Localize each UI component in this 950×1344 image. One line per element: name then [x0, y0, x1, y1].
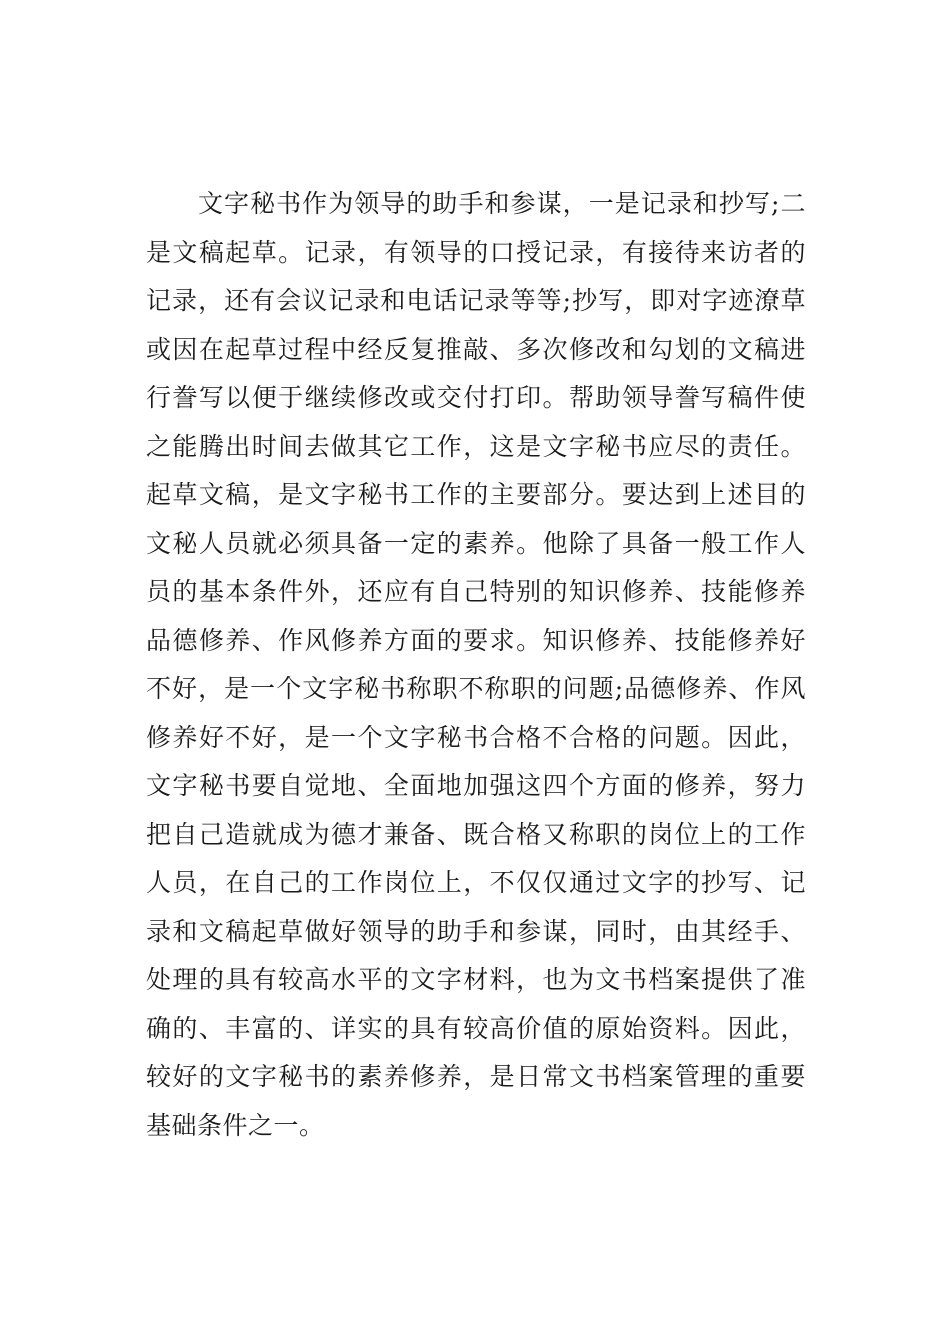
paragraph-line: 行誊写以便于继续修改或交付打印。帮助领导誊写稿件使: [146, 383, 806, 412]
paragraph-line: 文字秘书要自觉地、全面地加强这四个方面的修养，努力: [146, 771, 806, 800]
paragraph-line: 不好，是一个文字秘书称职不称职的问题;品德修养、作风: [146, 674, 806, 703]
paragraph-line: 之能腾出时间去做其它工作，这是文字秘书应尽的责任。: [146, 431, 806, 461]
paragraph-line: 录和文稿起草做好领导的助手和参谋，同时，由其经手、: [146, 916, 806, 946]
body-paragraph: [146, 180, 806, 1150]
paragraph-line: 基础条件之一。: [146, 1110, 325, 1140]
paragraph-line: 确的、丰富的、详实的具有较高价值的原始资料。因此，: [146, 1013, 806, 1043]
paragraph-line: 文字秘书作为领导的助手和参谋，一是记录和抄写;二: [198, 189, 806, 218]
paragraph-line: 记录，还有会议记录和电话记录等等;抄写，即对字迹潦草: [146, 286, 806, 315]
paragraph-line: 人员，在自己的工作岗位上，不仅仅通过文字的抄写、记: [146, 868, 806, 897]
paragraph-line: 较好的文字秘书的素养修养，是日常文书档案管理的重要: [146, 1062, 806, 1091]
paragraph-line: 文秘人员就必须具备一定的素养。他除了具备一般工作人: [146, 528, 806, 558]
paragraph-line: 是文稿起草。记录，有领导的口授记录，有接待来访者的: [146, 237, 806, 267]
paragraph-line: 品德修养、作风修养方面的要求。知识修养、技能修养好: [146, 625, 806, 655]
paragraph-line: 处理的具有较高水平的文字材料，也为文书档案提供了准: [146, 965, 806, 994]
paragraph-line: 把自己造就成为德才兼备、既合格又称职的岗位上的工作: [146, 819, 806, 849]
paragraph-line: 起草文稿，是文字秘书工作的主要部分。要达到上述目的: [146, 480, 806, 509]
paragraph-line: 修养好不好，是一个文字秘书合格不合格的问题。因此，: [146, 722, 806, 752]
paragraph-line: 员的基本条件外，还应有自己特别的知识修养、技能修养: [146, 577, 806, 606]
paragraph-line: 或因在起草过程中经反复推敲、多次修改和勾划的文稿进: [146, 334, 806, 364]
